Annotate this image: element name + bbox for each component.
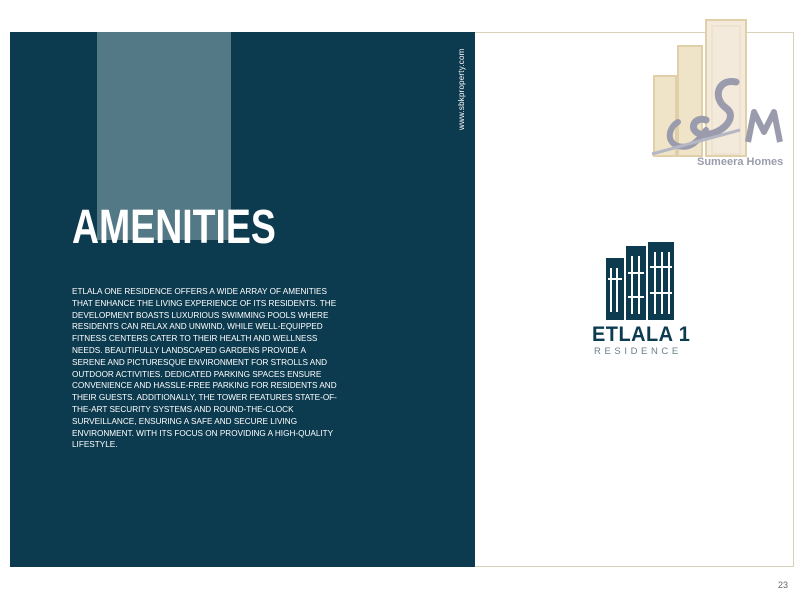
brand-name: Sumeera Homes [697, 156, 784, 168]
project-name: ETLALA 1 [592, 323, 691, 346]
amenities-description: ETLALA ONE RESIDENCE OFFERS A WIDE ARRAY OF AMENITIES THAT ENHANCE THE LIVING EXPERIENCE OF ITS RESIDENTS. THE DEVELOPMENT BOASTS LUXURIOUS SWIMMING POOLS WHERE RESIDENTS CAN RELAX AND UNWIND, WHILE WELL-EQUIPPED FITNESS CENTERS CATER TO THEIR HEALTH AND WELLNESS NEEDS. BEAUTIFULLY LANDSCAPED GARDENS PROVIDE A SERENE AND PICTURESQUE ENVIRONMENT FOR STROLLS AND OUTDOOR ACTIVITIES. DEDICATED PARKING SPACES ENSURE CONVENIENCE AND HASSLE-FREE PARKING FOR RESIDENTS AND THEIR GUESTS. ADDITIONALLY, THE TOWER FEATURES STATE-OF-THE-ART SECURITY SYSTEMS AND ROUND-THE-CLOCK SURVEILLANCE, ENSURING A SAFE AND SECURE LIVING ENVIRONMENT. WITH ITS FOCUS ON PROVIDING A HIGH-QUALITY LIFESTYLE. [72, 287, 337, 450]
project-subtitle: RESIDENCE [594, 346, 682, 357]
page-title: AMENITIES [72, 201, 276, 254]
sumeera-homes-logo-icon [648, 18, 788, 173]
page-number: 23 [778, 580, 789, 590]
website-url: www.sbkproperty.com [457, 48, 466, 130]
etlala-building-logo-icon [604, 242, 676, 320]
